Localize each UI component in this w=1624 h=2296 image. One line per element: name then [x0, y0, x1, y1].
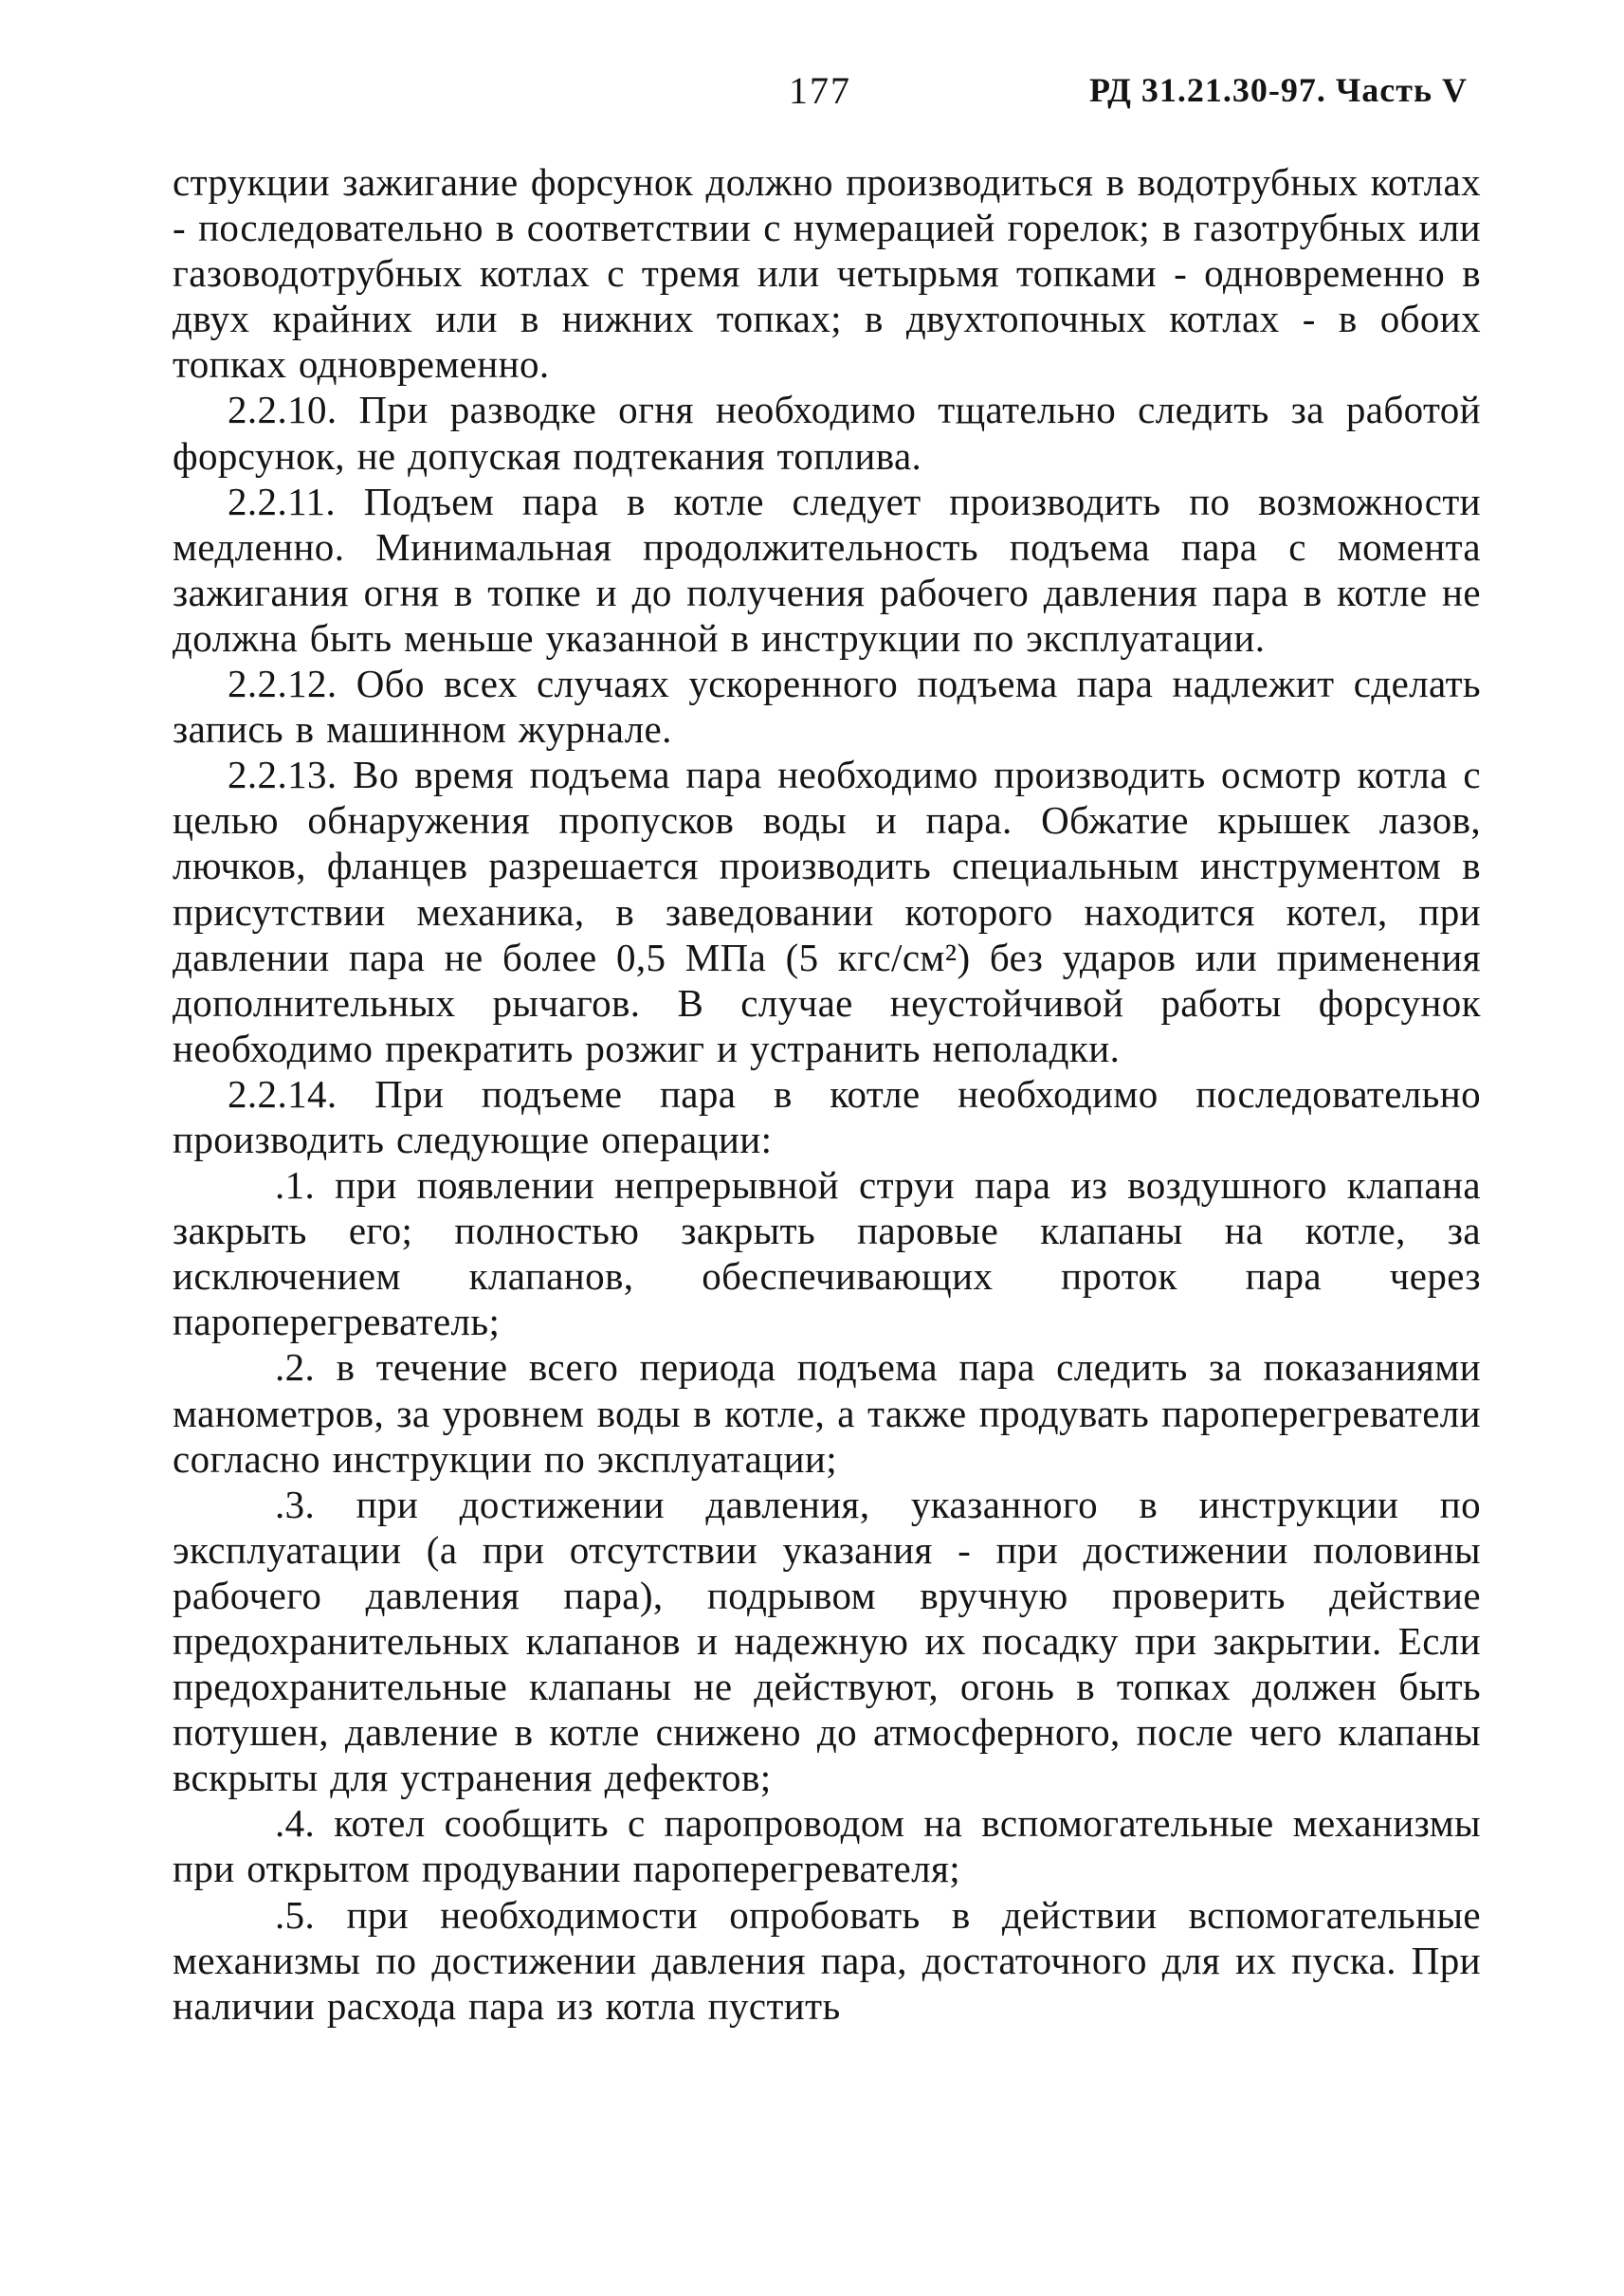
- subitem-2: .2. в течение всего периода подъема пара следить за показаниями манометров, за уровнем воды в котле, а также продувать пароперегреватели согласно инструкции по эксплуатации;: [173, 1345, 1481, 1481]
- paragraph-continued: струкции зажигание форсунок должно производиться в водотрубных котлах - последовательно в соответствии с нумерацией горелок; в газотрубных или газоводотрубных котлах с тремя или четырьмя топками - одновременно в двух крайних или в нижних топках; в двухтопочных котлах - в обоих топках одновременно.: [173, 160, 1481, 387]
- subitem-1: .1. при появлении непрерывной струи пара из воздушного клапана закрыть его; полностью закрыть паровые клапаны на котле, за исключением клапанов, обеспечивающих проток пара через пароперегреватель;: [173, 1163, 1481, 1344]
- running-head: РД 31.21.30-97. Часть V: [1088, 71, 1468, 109]
- clause-2-2-12: 2.2.12. Обо всех случаях ускоренного подъема пара надлежит сделать запись в машинном журнале.: [173, 662, 1481, 752]
- subitem-4: .4. котел сообщить с паропроводом на вспомогательные механизмы при открытом продувании пароперегревателя;: [173, 1801, 1481, 1891]
- clause-2-2-10: 2.2.10. При разводке огня необходимо тщательно следить за работой форсунок, не допуская подтекания топлива.: [173, 388, 1481, 478]
- page-number: 177: [789, 69, 851, 112]
- subitem-5: .5. при необходимости опробовать в действии вспомогательные механизмы по достижении давления пара, достаточного для их пуска. При наличии расхода пара из котла пустить: [173, 1892, 1481, 2028]
- clause-2-2-14: 2.2.14. При подъеме пара в котле необходимо последовательно производить следующие операции:: [173, 1071, 1481, 1161]
- body-text: [173, 159, 1481, 2029]
- subitem-3: .3. при достижении давления, указанного в инструкции по эксплуатации (а при отсутствии указания - при достижении половины рабочего давления пара), подрывом вручную проверить действие предохранительных клапанов и надежную их посадку при закрытии. Если предохранительные клапаны не действуют, огонь в топках должен быть потушен, давление в котле снижено до атмосферного, после чего клапаны вскрыты для устранения дефектов;: [173, 1482, 1481, 1800]
- clause-2-2-13: 2.2.13. Во время подъема пара необходимо производить осмотр котла с целью обнаружения пропусков воды и пара. Обжатие крышек лазов, лючков, фланцев разрешается производить специальным инструментом в присутствии механика, в заведовании которого находится котел, при давлении пара не более 0,5 МПа (5 кгс/см²) без ударов или применения дополнительных рычагов. В случае неустойчивой работы форсунок необходимо прекратить розжиг и устранить неполадки.: [173, 753, 1481, 1070]
- clause-2-2-11: 2.2.11. Подъем пара в котле следует производить по возможности медленно. Минимальная продолжительность подъема пара с момента зажигания огня в топке и до получения рабочего давления пара в котле не должна быть меньше указанной в инструкции по эксплуатации.: [173, 479, 1481, 660]
- page-header: [0, 68, 1624, 125]
